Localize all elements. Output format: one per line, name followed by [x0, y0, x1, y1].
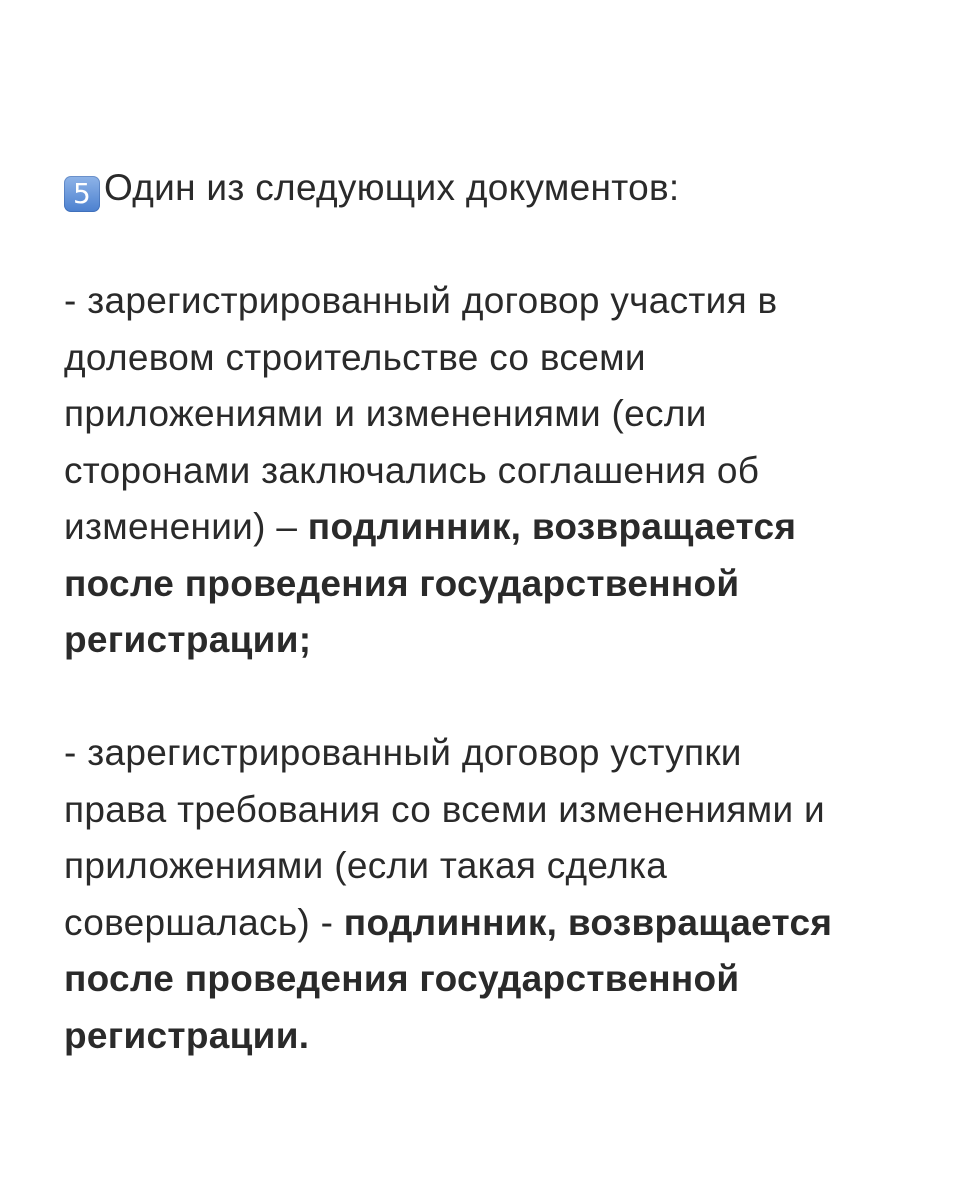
item1-line5-regular: изменении) – — [64, 506, 308, 547]
item2-line1: - зарегистрированный договор уступки — [64, 732, 742, 773]
heading-text: Один из следующих документов: — [104, 167, 680, 208]
item1-line6: после проведения государственной — [64, 562, 740, 604]
item1-line7: регистрации; — [64, 619, 312, 660]
item1-line1: - зарегистрированный договор участия в — [64, 280, 778, 321]
number-five-keycap-icon: 5 — [64, 176, 100, 212]
spacer — [64, 217, 904, 274]
item2-line3: приложениями (если такая сделка — [64, 845, 668, 886]
list-item — [64, 725, 904, 1064]
item2-line4 — [64, 895, 904, 952]
item2-line5: после проведения государственной — [64, 958, 740, 999]
item1-line2: долевом строительстве со всеми — [64, 336, 646, 378]
document-note — [64, 160, 904, 1064]
item2-line4-regular: совершалась) - — [64, 901, 344, 943]
item2-line6: регистрации. — [64, 1014, 310, 1056]
item1-line5 — [64, 499, 904, 556]
item2-line2: права требования со всеми изменениями и — [64, 788, 826, 830]
item1-line4: сторонами заключались соглашения об — [64, 449, 760, 491]
heading-line — [64, 160, 904, 217]
item1-line5-bold: подлинник, возвращается — [307, 506, 797, 547]
item1-line3: приложениями и изменениями (если — [64, 393, 707, 434]
item2-line4-bold: подлинник, возвращается — [343, 901, 833, 943]
list-item — [64, 273, 904, 669]
spacer — [64, 669, 904, 726]
